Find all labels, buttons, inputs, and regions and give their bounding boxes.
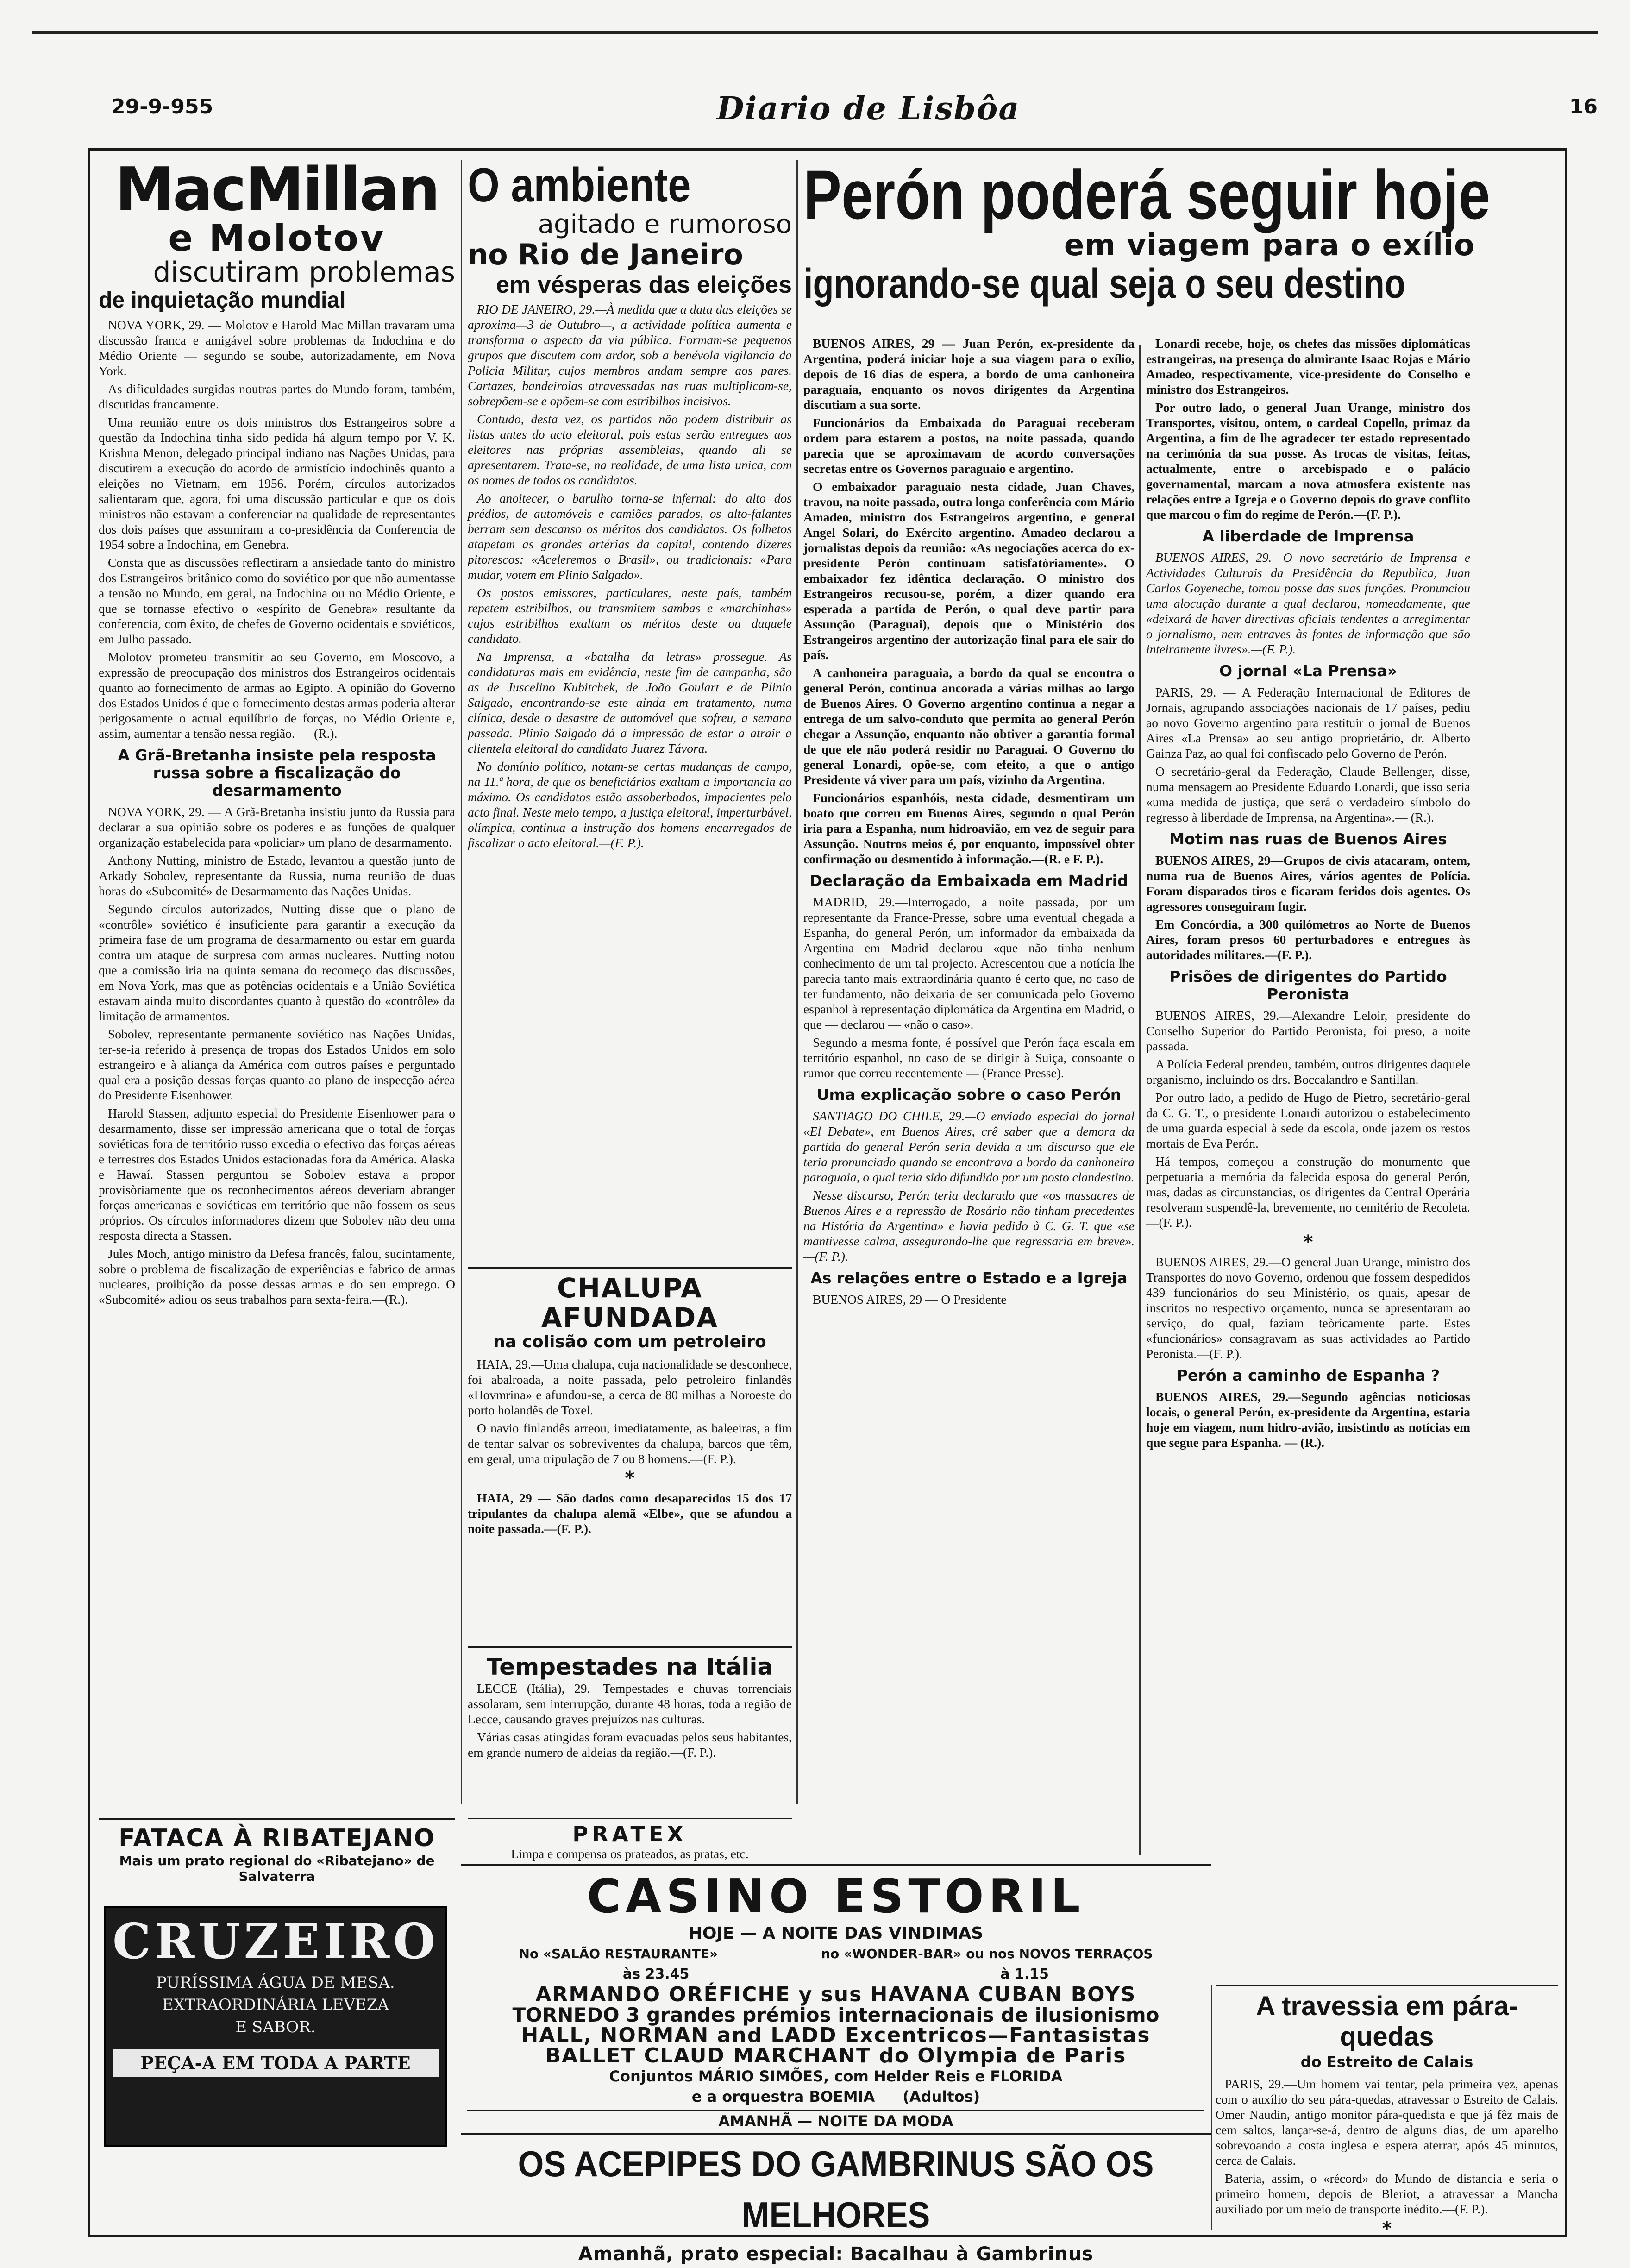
article-paragraph: O secretário-geral da Federação, Claude Bellenger, disse, numa mensagem ao Presidente Eduardo Lonardi, que isso seria «uma medida de justiça, que será o verdadeiro símbolo do regresso à liberdade de Imprensa, na Argentina».— (R.). [1146,764,1470,824]
article-paragraph: Funcionários da Embaixada do Paraguai receberam ordem para estarem a postos, na noite passada, quando parecia que se aproximavam de acordo conversações secretas entre os Governos paraguaio e argentino. [803,415,1135,476]
cruzeiro-line: E SABOR. [235,2018,316,2036]
article-paragraph: Segundo círculos autorizados, Nutting disse que o plano de «contrôle» soviético é insuficiente para garantir a execução da primeira fase de um programa de desarmamento ou estar em guarda contra um ataque de surpresa com armas nucleares. Nutting notou que a comissão iria na quinta semana do recomeço das discussões, em Nova York, mas que as potências ocidentais e a União Soviética estavam ainda muito discordantes quanto à questão do «contrôle» da limitação de armamentos. [99,902,455,1023]
casino-time: à 1.15 [1000,1966,1049,1982]
gambrinus-sub: Amanhã, prato especial: Bacalhau à Gambrinus [578,2243,1094,2265]
article-paragraph: MADRID, 29.—Interrogado, a noite passada, por um representante da France-Presse, sobre uma eventual chegada a Espanha, do general Perón, um informador da embaixada da Argentina em Madrid declarou «que não tinha nenhum conhecimento de um tal projecto. Acrescentou que a notícia lhe parecia tanto mais extraordinária quanto é certo que, no caso de ter fundamento, não deixaria de ser comunicada pelo Governo espanhol à representação diplomática da Argentina em Madrid, o que — declarou — «não o caso». [803,895,1135,1031]
column-macmillan [99,155,455,1809]
travessia-article [1216,1985,1558,2239]
headline-macmillan: MacMillan [115,155,439,224]
gambrinus-ad [461,2133,1211,2265]
casino-line: (Adultos) [903,2088,980,2105]
newspaper-title: Diario de Lisbôa [716,90,1020,127]
fataca-ad-text: Mais um prato regional do «Ribatejano» de Salvaterra [119,1853,435,1884]
article-paragraph: No domínio político, notam-se certas mudanças de campo, na 11.ª hora, de que os beneficiários exaltam a importancia ao máximo. Os candidatos estão assoberbados, impacientes pelo acto final. Neste meio tempo, a justiça eleitoral, imperturbável, olímpica, continua a instrução dos homens encarregados de fiscalizar o acto eleitoral.—(F. P.). [468,759,792,850]
page-number: 16 [1569,95,1598,119]
peron-article [803,336,1135,1855]
article-paragraph: HAIA, 29.—Uma chalupa, cuja nacionalidade se desconhece, foi abalroada, a noite passada, pelo petroleiro finlandês «Hovmrina» e afundou-se, a cerca de 80 milhas a Noroeste do porto holandês de Toxel. [468,1357,792,1417]
article-paragraph: Uma reunião entre os dois ministros dos Estrangeiros sobre a questão da Indochina tinha sido pedida há algum tempo por V. K. Krishna Menon, delegado principal indiano nas Nações Unidas, para discutirem a execução do acordo de armistício indochinês quanto a eleições no Vietnam, em 1956. Porém, círculos autorizados salientaram que, agora, foi uma discussão particular e que os dois ministros não estavam a conferenciar na qualidade de representantes dos dois países que assumiram a co-presidência da Conferencia de 1954 sobre a Indochina, em Genebra. [99,415,455,552]
casino-time: às 23.45 [622,1966,690,1982]
headline-rio: no Rio de Janeiro [468,238,744,271]
article-paragraph: Funcionários espanhóis, nesta cidade, desmentiram um boato que correu em Buenos Aires, segundo o qual Perón iria para a Espanha, num hidroavião, em vez de seguir para Assunção. Noutros meios é, por enquanto, impossível obter confirmação ou desmentido à informação.—(R. e F. P.). [803,791,1135,866]
cruzeiro-brand: CRUZEIRO [113,1913,439,1970]
article-paragraph: BUENOS AIRES, 29.—Segundo agências noticiosas locais, o general Perón, ex-presidente da Argentina, estaria hoje em viagem, num hidro-avião, insistindo as notícias em que segue para Espanha. — (R.). [1146,1389,1470,1450]
article-paragraph: Jules Moch, antigo ministro da Defesa francês, falou, sucintamente, sobre o problema de fiscalização de experiências e fabrico de armas nucleares, proibição da posse dessas armas e do seu emprego. O «Subcomité» adiou os seus trabalhos para sexta-feira.—(R.). [99,1246,455,1307]
column-peron [803,156,1491,359]
chalupa-title: CHALUPA AFUNDADA [541,1272,719,1333]
page-frame [88,148,1567,2265]
column-rule [1139,345,1141,1855]
casino-line: e a orquestra BOEMIA [691,2088,875,2105]
article-paragraph: A Polícia Federal prendeu, também, outros dirigentes daquele organismo, incluindo os drs. Boccalandro e Santillan. [1146,1057,1470,1087]
casino-title: CASINO ESTORIL [587,1869,1085,1923]
article-paragraph: HAIA, 29 — São dados como desaparecidos 15 dos 17 tripulantes da chalupa alemã «Elbe», que se afundou a noite passada.—(F. P.). [468,1491,792,1536]
casino-line: HOJE — A NOITE DAS VINDIMAS [688,1924,984,1943]
chalupa-subtitle: na colisão com um petroleiro [493,1332,766,1351]
article-paragraph: BUENOS AIRES, 29.—O novo secretário de Imprensa e Actividades Culturais da Presidência da Republica, Juan Carlos Goyeneche, tomou posse das suas funções. Pronunciou uma alocução durante a qual declarou, nomeadamente, que «deixará de haver directivas oficiais tendentes a arregimentar o jornalismo, nem entraves às fontes de informação que são inteiramente livres».—(F. P.). [1146,550,1470,656]
column-peron-continued [1146,336,1470,1975]
headline-vesperas: em vésperas das eleições [496,271,792,298]
article-paragraph: BUENOS AIRES, 29.—Alexandre Leloir, presidente do Conselho Superior do Partido Peronista, foi preso, a noite passada. [1146,1008,1470,1053]
article-paragraph: BUENOS AIRES, 29 — Juan Perón, ex-presidente da Argentina, poderá iniciar hoje a sua viagem para o exílio, depois de 16 dias de espera, a bordo de uma canhoneira paraguaia, enquanto os novos dirigentes da Argentina discutiam a sua sorte. [803,336,1135,412]
travessia-subtitle: do Estreito de Calais [1300,2053,1473,2071]
top-rule [32,31,1598,34]
article-paragraph: Sobolev, representante permanente soviético nas Nações Unidas, ter-se-ia referido à presença de tropas dos Estados Unidos em solo estrangeiro e à aliança da América com outros países e perguntado qual era a posição dessas forças quanto ao plano de inspecção aérea do Presidente Eisenhower. [99,1027,455,1102]
masthead [111,90,1625,132]
article-paragraph: Bateria, assim, o «récord» do Mundo de distancia e seria o primeiro homem, depois de Bleriot, a atravessar a Mancha auxiliado por um meio de transporte inédito.—(F. P.). [1216,2171,1558,2216]
headline-discutiram: discutiram problemas [153,256,455,289]
article-paragraph: Há tempos, começou a construção do monumento que perpetuaria a memória da falecida esposa do general Perón, mas, dadas as circunstancias, os dirigentes da Central Operária resolveram suspendê-la, brevemente, no cemitério de Recoleta.—(F. P.). [1146,1154,1470,1230]
casino-venue: no «WONDER-BAR» ou nos NOVOS TERRAÇOS [821,1946,1153,1961]
article-paragraph: LECCE (Itália), 29.—Tempestades e chuvas torrenciais assolaram, sem interrupção, durante 48 horas, toda a região de Lecce, causando graves prejuízos nas culturas. [468,1681,792,1726]
casino-orchestra [467,2086,1204,2107]
article-paragraph: A canhoneira paraguaia, a bordo da qual se encontra o general Perón, continua ancorada a várias milhas ao largo de Buenos Aires. O Governo argentino continua a negar a entrega de um salvo-conduto que permita ao general Perón chegar a Assunção, enquanto não obtiver a garantia formal de que ele não poderá residir no Paraguai. O Governo do general Lonardi, opõe-se, com efeito, a que o antigo Presidente vá viver para um país, vizinho da Argentina. [803,666,1135,787]
casino-venue: No «SALÃO RESTAURANTE» [519,1946,718,1961]
casino-line: AMANHÃ — NOITE DA MODA [467,2110,1204,2131]
tempestades-title: Tempestades na Itália [486,1653,773,1680]
pratex-text: Limpa e compensa os prateados, as pratas, etc. [511,1847,749,1861]
tempestades-article [468,1646,792,1815]
article-paragraph: PARIS, 29. — A Federação Internacional de Editores de Jornais, agrupando associações nacionais de 17 países, pediu ao novo Governo argentino para restituir o jornal de Buenos Aires «La Prensa» ao seu antigo proprietário, dr. Alberto Gainza Paz, ao qual foi confiscado pelo Governo de Perón. [1146,685,1470,760]
headline-destino: ignorando-se qual seja o seu destino [803,261,1405,307]
article-paragraph: Harold Stassen, adjunto especial do Presidente Eisenhower para o desarmamento, disse ser impressão americana que o total de forças soviéticas fora de território russo excedia o efectivo das forças aéreas e terrestres dos Estados Unidos estacionadas fora da América. Alaska e Hawaí. Stassen perguntou se Sobolev estava a propor provisòriamente que os reconhecimentos aéreos deveriam abranger forças americanas e soviéticas em território que não fossem os seus próprios. Os círculos informadores dizem que Sobolev não deu uma resposta directa a Stassen. [99,1106,455,1243]
masthead-date: 29-9-955 [111,95,213,119]
headline-exilio: em viagem para o exílio [1064,228,1475,263]
separator-asterisk: * [1382,2218,1392,2239]
article-paragraph: BUENOS AIRES, 29.—O general Juan Urange, ministro dos Transportes do novo Governo, ordenou que fossem despedidos 439 funcionários do seu Ministério, os quais, apesar de inscritos no respectivo orçamento, nunca se apresentaram ao serviço, do qual, faziam teòricamente parte. Estes «funcionários» consagravam as suas actividades ao Partido Peronista.—(F. P.). [1146,1255,1470,1361]
subhead-la-prensa: O jornal «La Prensa» [1219,662,1398,680]
article-paragraph: Contudo, desta vez, os partidos não podem distribuir as listas antes do acto eleitoral, pois estas serão entregues aos eleitores nas próprias assembleias, quando ali se apresentarem. Trata-se, na realidade, de uma lista unica, com os nomes de todos os candidatos. [468,412,792,487]
casino-line: BALLET CLAUD MARCHANT do Olympia de Paris [545,2044,1127,2067]
article-paragraph: Várias casas atingidas foram evacuadas pelos seus habitantes, em grande numero de aldeias da região.—(F. P.). [468,1730,792,1759]
article-paragraph: NOVA YORK, 29. — A Grã-Bretanha insistiu junto da Russia para declarar a sua opinião sobre os poderes e as funções de qualquer organização estabelecida para «policiar» um plano de desarmamento. [99,804,455,849]
article-paragraph: Ao anoitecer, o barulho torna-se infernal: do alto dos prédios, de automóveis e camiões parados, os alto-falantes berram sem descanso os méritos dos candidatos. Os folhetos atapetam as grandes artérias da capital, contendo dizeres pitorescos: «Aceleremos o Brasil», ou tradicionais: «Para mudar, votem em Plinio Salgado». [468,491,792,582]
casino-estoril-ad [461,1864,1211,2130]
subhead-motim: Motim nas ruas de Buenos Aires [1169,830,1447,848]
subhead-relacoes: As relações entre o Estado e a Igreja [810,1269,1128,1287]
subhead-explicacao: Uma explicação sobre o caso Perón [816,1086,1122,1104]
subhead-gra-bretanha: A Grã-Bretanha insiste pela resposta russa sobre a fiscalização do desarmamento [118,746,436,799]
article-paragraph: Nesse discurso, Perón teria declarado que «os massacres de Buenos Aires e a repressão de Rosário não tinham precedentes na História da Argentina» e havia pedido à C. G. T. que «se mantivesse calma, assegurando-lhe que regressaria em breve».—(F. P.). [803,1188,1135,1263]
headline-molotov: e Molotov [168,218,386,259]
fataca-ad-title: FATACA À RIBATEJANO [119,1824,435,1852]
article-paragraph: O embaixador paraguaio nesta cidade, Juan Chaves, travou, na noite passada, outra longa conferência com Mário Amadeo, ministro dos Estrangeiros argentino, e general Angel Solari, do Exército argentino. Amadeo declarou a jornalistas depois da reunião: «As negociações acerca do ex-presidente Perón continuam satisfatòriamente». O embaixador fez idêntica declaração. O ministro dos Estrangeiros recusou-se, porém, a dizer quando era esperada a partida de Perón, o qual deve partir para Assunção (Paraguai), depois que o Ministério dos Estrangeiros argentino der autorização final para ele sair do país. [803,479,1135,662]
subhead-caminho: Perón a caminho de Espanha ? [1176,1366,1440,1384]
column-rio [468,160,792,1257]
article-paragraph: BUENOS AIRES, 29—Grupos de civis atacaram, ontem, numa rua de Buenos Aires, vários agentes de Polícia. Foram disparados tiros e ficaram feridos dois agentes. Os agressores conseguiram fugir. [1146,853,1470,913]
casino-line: ARMANDO ORÉFICHE y sus HAVANA CUBAN BOYS [535,1983,1136,2006]
headline-inquietacao: de inquietação mundial [99,288,346,313]
pratex-title: PRATEX [572,1822,687,1847]
article-paragraph: Segundo a mesma fonte, é possível que Perón faça escala em território espanhol, no caso de se dirigir à Suiça, consoante o rumor que correu recentemente — (France Presse). [803,1035,1135,1080]
cruzeiro-line: PURÍSSIMA ÁGUA DE MESA. [156,1973,395,1992]
article-paragraph: Na Imprensa, a «batalha da letras» prossegue. As candidaturas mais em evidência, neste fim de campanha, são as de Juscelino Kubitchek, de João Goulart e de Plinio Salgado, encontrando-se este ainda em tratamento, numa clínica, desde o desastre de automóvel que sofreu, a semana passada. Plinio Salgado dá a impressão de estar a atrair a clientela eleitoral do candidato Juarez Távora. [468,649,792,755]
article-paragraph: NOVA YORK, 29. — Molotov e Harold Mac Millan travaram uma discussão franca e amigável sobre problemas da Indochina e do Médio Oriente — segundo se soube, autorizadamente, em Nova York. [99,318,455,378]
article-paragraph: PARIS, 29.—Um homem vai tentar, pela primeira vez, apenas com o auxílio do seu pára-quedas, atravessar o Estreito de Calais. Omer Naudin, antigo monitor pára-quedista e que já fêz mais de cem saltos, lançar-se-á, dentro de alguns dias, de um aparelho sobrevoando a costa inglesa e espera aterrar, após 45 minutos, cerca de Calais. [1216,2077,1558,2167]
gambrinus-headline: OS ACEPIPES DO GAMBRINUS SÃO OS MELHORES [518,2143,1154,2235]
separator-asterisk: * [1303,1231,1313,1253]
travessia-title: A travessia em pára-quedas [1256,1991,1518,2052]
article-paragraph: Lonardi recebe, hoje, os chefes das missões diplomáticas estrangeiras, na presença do almirante Isaac Rojas e Mário Amadeo, respectivamente, vice-presidente do Conselho e ministro dos Estrangeiros. [1146,336,1470,396]
headline-peron: Perón poderá seguir hoje [803,156,1491,233]
casino-line: TORNEDO 3 grandes prémios internacionais de ilusionismo [512,2004,1160,2026]
article-paragraph: SANTIAGO DO CHILE, 29.—O enviado especial do jornal «El Debate», em Buenos Aires, crê saber que a demora da partida do general Perón seria devida a um discurso que ele teria pronunciado quando se encontrava a bordo da canhoneira paraguaia, o qual teria sido difundido por um posto clandestino. [803,1109,1135,1184]
subhead-liberdade: A liberdade de Imprensa [1202,527,1414,545]
article-paragraph: Anthony Nutting, ministro de Estado, levantou a questão junto de Arkady Sobolev, representante da Russia, numa reunião de duas horas do «Subcomité» de Desarmamento das Nações Unidas. [99,853,455,898]
cruzeiro-ad [104,1906,447,2147]
column-rule [1211,1985,1212,2230]
chalupa-article [468,1267,792,1644]
subhead-declaracao: Declaração da Embaixada em Madrid [809,872,1128,890]
subhead-prisoes: Prisões de dirigentes do Partido Peronista [1169,968,1447,1003]
article-paragraph: BUENOS AIRES, 29 — O Presidente [813,1292,1007,1307]
separator-asterisk: * [625,1468,635,1489]
article-paragraph: Por outro lado, a pedido de Hugo de Pietro, secretário-geral da C. G. T., o presidente Lonardi autorizou o estabelecimento de uma guarda especial à sede da escola, onde jazem os restos mortais de Eva Perón. [1146,1090,1470,1150]
article-paragraph: Molotov prometeu transmitir ao seu Governo, em Moscovo, a expressão de preocupação dos ministros dos Estrangeiros ocidentais quanto ao fornecimento de armas ao Egipto. A opinião do Governo dos Estados Unidos é que o fornecimento destas armas poderia alterar perigosamente o actual equilíbrio de forças, no Médio Oriente e, assim, aumentar a tensão nessa região. — (R.). [99,650,455,741]
article-paragraph: Os postos emissores, particulares, neste país, também repetem estribilhos, ou transmitem sambas e «marchinhas» cujos estribilhos exaltam os méritos deste ou daquele candidato. [468,585,792,646]
casino-venues [467,1944,1204,1964]
fataca-ad [99,1818,455,1897]
column-rule [461,160,462,1804]
headline-ambiente: O ambiente [468,158,691,212]
headline-agitado: agitado e rumoroso [538,209,792,239]
article-paragraph: Em Concórdia, a 300 quilómetros ao Norte de Buenos Aires, foram presos 60 perturbadores e entregues às autoridades militares.—(F. P.). [1146,917,1470,962]
cruzeiro-line: EXTRAORDINÁRIA LEVEZA [162,1996,389,2014]
article-paragraph: O navio finlandês arreou, imediatamente, as baleeiras, a fim de tentar salvar os sobreviventes da chalupa, barcos que têm, em geral, uma tripulação de 7 ou 8 homens.—(F. P.). [468,1421,792,1466]
cruzeiro-cta: PEÇA-A EM TODA A PARTE [113,2049,439,2077]
column-rule [796,160,798,1804]
article-paragraph: As dificuldades surgidas noutras partes do Mundo foram, também, discutidas francamente. [99,382,455,411]
article-paragraph: RIO DE JANEIRO, 29.—À medida que a data das eleições se aproxima—3 de Outubro—, a actividade política aumenta e transforma o aspecto da via pública. Formam-se pequenos grupos que discutem com ardor, sob a benévola vigilancia da Policia Militar, cujos membros andam sempre aos pares. Cartazes, bandeirolas atravessadas nas ruas multiplicam-se, sobrepõem-se e opõem-se com estribilhos incisivos. [468,302,792,408]
article-paragraph: Consta que as discussões reflectiram a ansiedade tanto do ministro dos Estrangeiros britânico como do soviético por que não aumentasse a tensão no Mundo, em geral, na Indochina ou no Médio Oriente, e que se tornasse efectivo o «espírito de Genebra» resultante da conferencia, com êxito, de chefes de Governo ocidentais e soviéticos, em Julho passado. [99,555,455,646]
article-paragraph: Por outro lado, o general Juan Urange, ministro dos Transportes, visitou, ontem, o cardeal Copello, primaz da Argentina, a fim de lhe agradecer ter estado representado na cerimónia da sua posse. As trocas de visitas, feitas, actualmente, entre o arcebispado e o palácio governamental, marcam a nova atmosfera existente nas relações entre a Igreja e o Governo depois do grave conflito que marcou o fim do regime de Perón.—(F. P.). [1146,400,1470,521]
casino-times [467,1964,1204,1985]
casino-line: HALL, NORMAN and LADD Excentricos—Fantasistas [521,2023,1151,2047]
casino-line: Conjuntos MÁRIO SIMÕES, com Helder Reis e FLORIDA [609,2067,1063,2085]
